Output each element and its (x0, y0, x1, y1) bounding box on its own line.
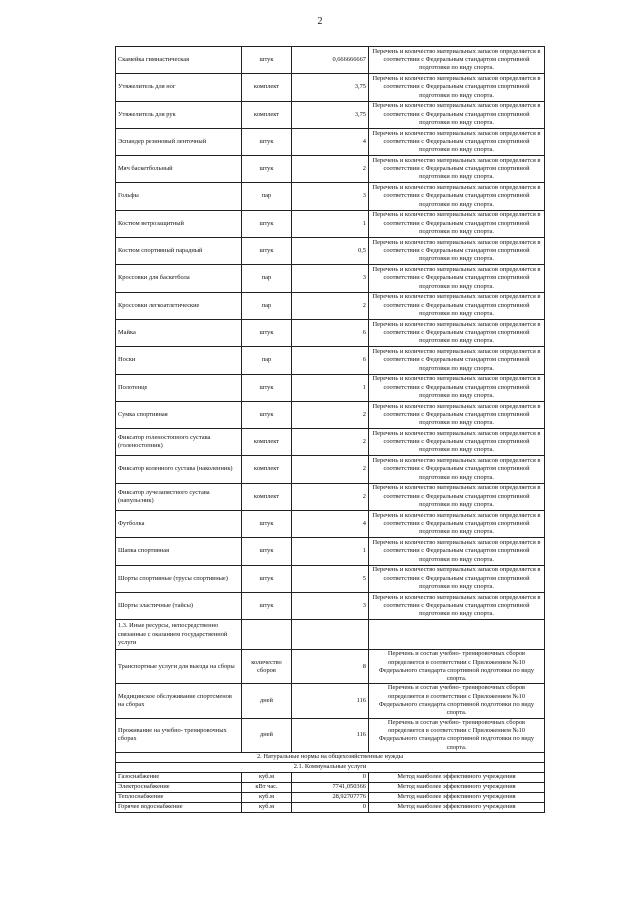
service-note: Перечень и состав учебно- тренировочных сборов определяется в соответствии с Приложением №10 Федерального стандарта спортивной подготовки по виду спорта. (369, 650, 545, 684)
service-name: Транспортные услуги для выезда на сборы (116, 650, 242, 684)
item-quantity: 0,666666667 (292, 47, 369, 74)
item-name: Фиксатор лучезапястного сустава (напульсник) (116, 483, 242, 510)
subsection-heading: 2.1. Коммунальные услуги (116, 762, 545, 772)
item-quantity: 2 (292, 483, 369, 510)
service-name: Медицинское обслуживание спортсменов на сборах (116, 684, 242, 718)
utility-note: Метод наиболее эффективного учреждения (369, 772, 545, 782)
table-row (116, 374, 545, 401)
item-unit: комплект (242, 456, 292, 483)
item-name: Носки (116, 347, 242, 374)
item-name: Футболка (116, 511, 242, 538)
item-name: Шорты спортивные (трусы спортивные) (116, 565, 242, 592)
table-row (116, 101, 545, 128)
utility-name: Теплоснабжение (116, 792, 242, 802)
section-heading: 1.3. Иные ресурсы, непосредственно связанные с оказанием государственной услуги (116, 620, 242, 650)
item-unit: комплект (242, 74, 292, 101)
norms-table (115, 46, 545, 813)
service-note: Перечень и состав учебно- тренировочных сборов определяется в соответствии с Приложением №10 Федерального стандарта спортивной подготовки по виду спорта. (369, 718, 545, 752)
service-quantity: 8 (292, 650, 369, 684)
table-row (116, 347, 545, 374)
item-quantity: 2 (292, 429, 369, 456)
item-name: Скамейка гимнастическая (116, 47, 242, 74)
item-unit: пар (242, 292, 292, 319)
section-heading: 2. Натуральные нормы на общехозяйственные нужды (116, 752, 545, 762)
item-unit: штук (242, 47, 292, 74)
item-note: Перечень и количество материальных запасов определяется в соответствии с Федеральным стандартом спортивной подготовки по виду спорта. (369, 292, 545, 319)
section-row (116, 620, 545, 650)
item-note: Перечень и количество материальных запасов определяется в соответствии с Федеральным стандартом спортивной подготовки по виду спорта. (369, 347, 545, 374)
utility-quantity: 7741,050366 (292, 782, 369, 792)
item-quantity: 2 (292, 401, 369, 428)
item-name: Утяжелитель для рук (116, 101, 242, 128)
table-row (116, 538, 545, 565)
table-row (116, 511, 545, 538)
item-quantity: 2 (292, 292, 369, 319)
item-quantity: 1 (292, 374, 369, 401)
item-name: Костюм спортивный парадный (116, 238, 242, 265)
item-note: Перечень и количество материальных запасов определяется в соответствии с Федеральным стандартом спортивной подготовки по виду спорта. (369, 456, 545, 483)
item-quantity: 3 (292, 183, 369, 210)
item-unit: штук (242, 156, 292, 183)
table-row (116, 74, 545, 101)
table-row (116, 802, 545, 812)
utility-name: Электроснабжение (116, 782, 242, 792)
blank-cell (242, 620, 292, 650)
utility-name: Горячее водоснабжение (116, 802, 242, 812)
table-row (116, 718, 545, 752)
item-name: Фиксатор голеностопного сустава (голеностопник) (116, 429, 242, 456)
utility-note: Метод наиболее эффективного учреждения (369, 802, 545, 812)
service-unit: дней (242, 684, 292, 718)
item-unit: штук (242, 538, 292, 565)
table-row (116, 156, 545, 183)
item-note: Перечень и количество материальных запасов определяется в соответствии с Федеральным стандартом спортивной подготовки по виду спорта. (369, 128, 545, 155)
item-quantity: 6 (292, 319, 369, 346)
service-unit: дней (242, 718, 292, 752)
utility-quantity: 28,92707776 (292, 792, 369, 802)
table-row (116, 238, 545, 265)
item-note: Перечень и количество материальных запасов определяется в соответствии с Федеральным стандартом спортивной подготовки по виду спорта. (369, 238, 545, 265)
table-row (116, 429, 545, 456)
item-quantity: 2 (292, 156, 369, 183)
service-quantity: 116 (292, 684, 369, 718)
item-name: Шапка спортивная (116, 538, 242, 565)
utility-unit: куб.м (242, 802, 292, 812)
item-quantity: 3 (292, 265, 369, 292)
item-unit: пар (242, 347, 292, 374)
item-unit: штук (242, 592, 292, 619)
item-quantity: 4 (292, 511, 369, 538)
table-row (116, 292, 545, 319)
table-row (116, 483, 545, 510)
table-row (116, 128, 545, 155)
item-unit: комплект (242, 483, 292, 510)
item-name: Кроссовки легкоатлетические (116, 292, 242, 319)
item-note: Перечень и количество материальных запасов определяется в соответствии с Федеральным стандартом спортивной подготовки по виду спорта. (369, 265, 545, 292)
utility-unit: куб.м (242, 792, 292, 802)
item-note: Перечень и количество материальных запасов определяется в соответствии с Федеральным стандартом спортивной подготовки по виду спорта. (369, 429, 545, 456)
service-unit: количество сборов (242, 650, 292, 684)
item-quantity: 3 (292, 592, 369, 619)
item-name: Утяжелитель для ног (116, 74, 242, 101)
item-unit: штук (242, 128, 292, 155)
utility-unit: кВт час. (242, 782, 292, 792)
item-note: Перечень и количество материальных запасов определяется в соответствии с Федеральным стандартом спортивной подготовки по виду спорта. (369, 538, 545, 565)
item-unit: штук (242, 210, 292, 237)
table-row (116, 210, 545, 237)
utility-unit: куб.м (242, 772, 292, 782)
table-row (116, 650, 545, 684)
item-note: Перечень и количество материальных запасов определяется в соответствии с Федеральным стандартом спортивной подготовки по виду спорта. (369, 401, 545, 428)
service-note: Перечень и состав учебно- тренировочных сборов определяется в соответствии с Приложением №10 Федерального стандарта спортивной подготовки по виду спорта. (369, 684, 545, 718)
item-name: Полотенце (116, 374, 242, 401)
item-name: Сумка спортивная (116, 401, 242, 428)
page-number: 2 (317, 16, 323, 27)
table-row (116, 265, 545, 292)
item-note: Перечень и количество материальных запасов определяется в соответствии с Федеральным стандартом спортивной подготовки по виду спорта. (369, 183, 545, 210)
item-quantity: 4 (292, 128, 369, 155)
table-row (116, 772, 545, 782)
section-row (116, 752, 545, 762)
item-quantity: 1 (292, 538, 369, 565)
item-note: Перечень и количество материальных запасов определяется в соответствии с Федеральным стандартом спортивной подготовки по виду спорта. (369, 210, 545, 237)
item-note: Перечень и количество материальных запасов определяется в соответствии с Федеральным стандартом спортивной подготовки по виду спорта. (369, 47, 545, 74)
table-row (116, 401, 545, 428)
table-row (116, 319, 545, 346)
table-row (116, 183, 545, 210)
item-note: Перечень и количество материальных запасов определяется в соответствии с Федеральным стандартом спортивной подготовки по виду спорта. (369, 511, 545, 538)
item-unit: штук (242, 319, 292, 346)
utility-note: Метод наиболее эффективного учреждения (369, 792, 545, 802)
item-note: Перечень и количество материальных запасов определяется в соответствии с Федеральным стандартом спортивной подготовки по виду спорта. (369, 374, 545, 401)
table-row (116, 782, 545, 792)
item-unit: пар (242, 183, 292, 210)
item-unit: штук (242, 565, 292, 592)
item-name: Шорты эластичные (тайсы) (116, 592, 242, 619)
table-row (116, 456, 545, 483)
utility-name: Газоснабжение (116, 772, 242, 782)
item-quantity: 2 (292, 456, 369, 483)
item-quantity: 3,75 (292, 101, 369, 128)
item-note: Перечень и количество материальных запасов определяется в соответствии с Федеральным стандартом спортивной подготовки по виду спорта. (369, 592, 545, 619)
item-unit: пар (242, 265, 292, 292)
table-row (116, 47, 545, 74)
item-quantity: 6 (292, 347, 369, 374)
item-name: Эспандер резиновый ленточный (116, 128, 242, 155)
item-note: Перечень и количество материальных запасов определяется в соответствии с Федеральным стандартом спортивной подготовки по виду спорта. (369, 74, 545, 101)
service-name: Проживание на учебно- тренировочных сборах (116, 718, 242, 752)
item-quantity: 0,5 (292, 238, 369, 265)
item-quantity: 5 (292, 565, 369, 592)
table-row (116, 565, 545, 592)
item-name: Майка (116, 319, 242, 346)
section-row (116, 762, 545, 772)
item-unit: штук (242, 511, 292, 538)
service-quantity: 116 (292, 718, 369, 752)
item-unit: штук (242, 401, 292, 428)
item-quantity: 1 (292, 210, 369, 237)
item-name: Фиксатор коленного сустава (наколенник) (116, 456, 242, 483)
item-note: Перечень и количество материальных запасов определяется в соответствии с Федеральным стандартом спортивной подготовки по виду спорта. (369, 565, 545, 592)
utility-note: Метод наиболее эффективного учреждения (369, 782, 545, 792)
item-name: Мяч баскетбольный (116, 156, 242, 183)
item-note: Перечень и количество материальных запасов определяется в соответствии с Федеральным стандартом спортивной подготовки по виду спорта. (369, 483, 545, 510)
utility-quantity: 0 (292, 772, 369, 782)
item-note: Перечень и количество материальных запасов определяется в соответствии с Федеральным стандартом спортивной подготовки по виду спорта. (369, 101, 545, 128)
item-name: Кроссовки для баскетбола (116, 265, 242, 292)
item-note: Перечень и количество материальных запасов определяется в соответствии с Федеральным стандартом спортивной подготовки по виду спорта. (369, 319, 545, 346)
item-unit: штук (242, 374, 292, 401)
item-unit: комплект (242, 429, 292, 456)
item-unit: комплект (242, 101, 292, 128)
table-row (116, 592, 545, 619)
item-quantity: 3,75 (292, 74, 369, 101)
utility-quantity: 0 (292, 802, 369, 812)
item-name: Костюм ветрозащитный (116, 210, 242, 237)
item-unit: штук (242, 238, 292, 265)
item-name: Гольфы (116, 183, 242, 210)
blank-cell (292, 620, 369, 650)
blank-cell (369, 620, 545, 650)
table-row (116, 792, 545, 802)
item-note: Перечень и количество материальных запасов определяется в соответствии с Федеральным стандартом спортивной подготовки по виду спорта. (369, 156, 545, 183)
table-row (116, 684, 545, 718)
